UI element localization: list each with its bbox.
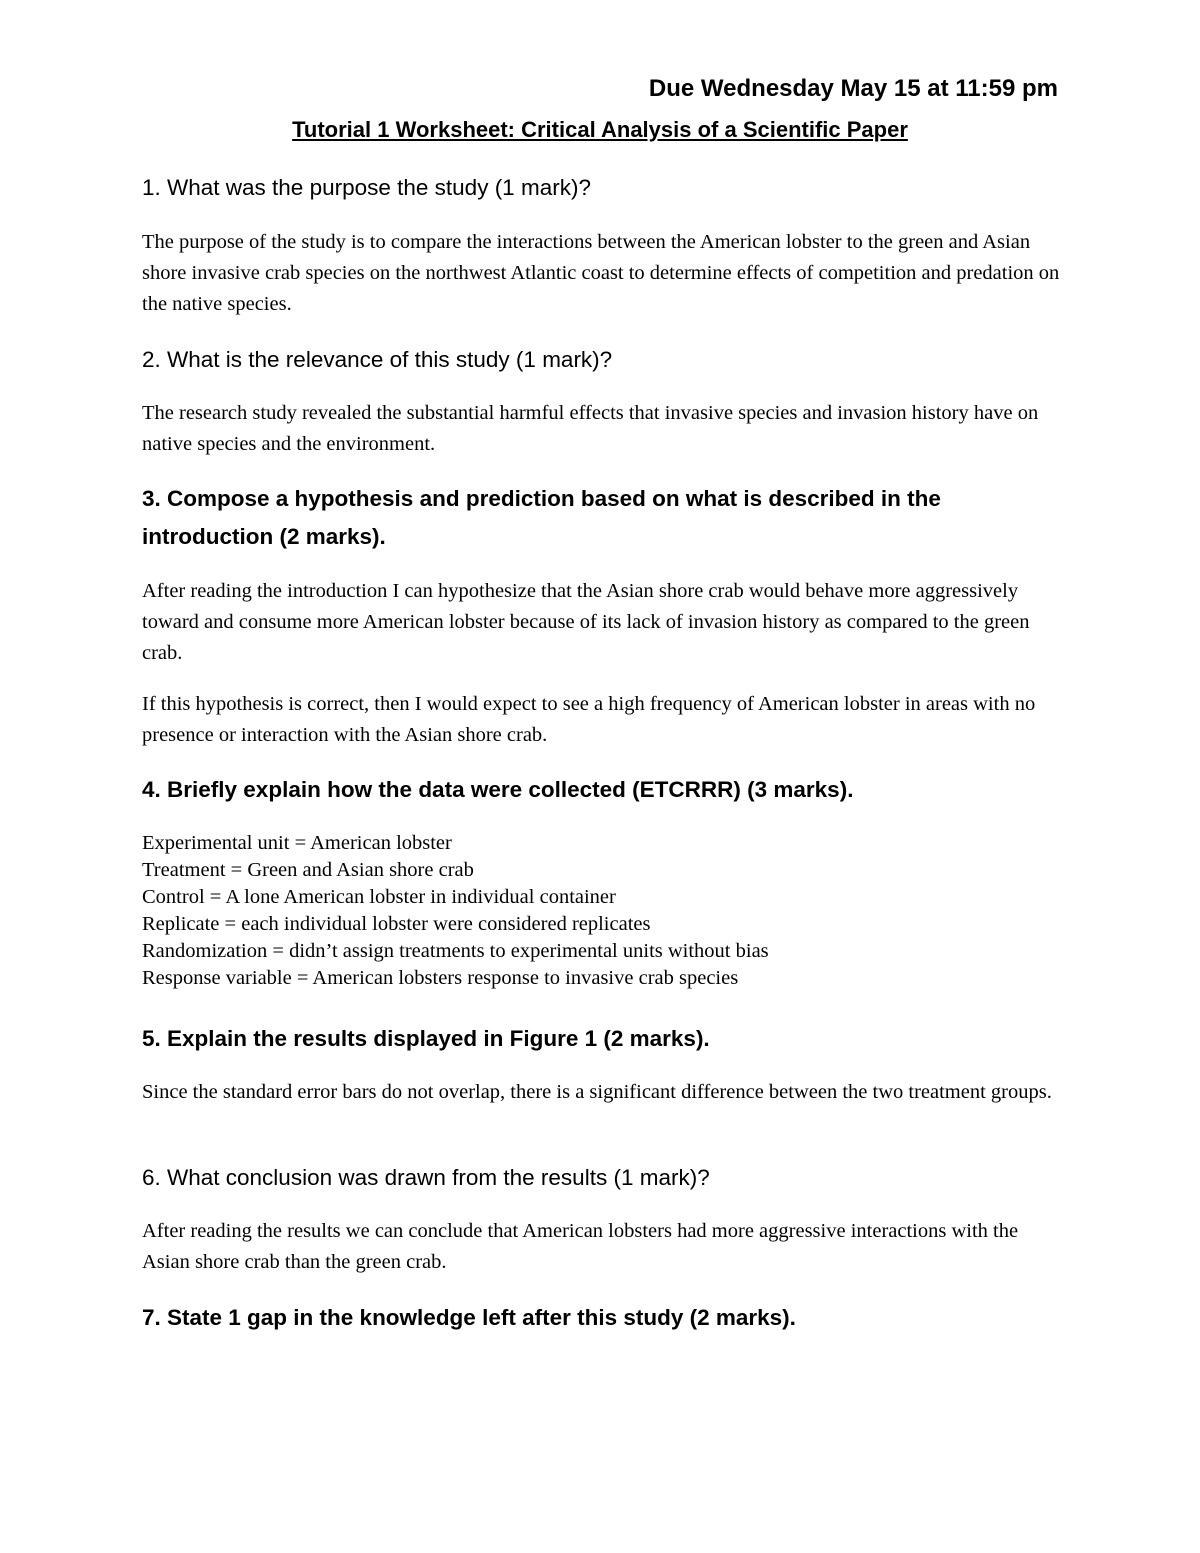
question-6: 6. What conclusion was drawn from the results (1 mark)? xyxy=(142,1165,710,1190)
etcrrr-randomization: Randomization = didn’t assign treatments to experimental units without bias xyxy=(142,940,769,962)
answer-1: The purpose of the study is to compare the interactions between the American lobster to the green and Asian shore invasive crab species on the northwest Atlantic coast to determine effects of competition and predation on the native species. xyxy=(142,231,1060,315)
etcrrr-list xyxy=(142,830,1062,992)
answer-5: Since the standard error bars do not overlap, there is a significant difference between the two treatment groups. xyxy=(142,1081,1052,1103)
etcrrr-treatment: Treatment = Green and Asian shore crab xyxy=(142,859,474,881)
question-3: 3. Compose a hypothesis and prediction based on what is described in the introduction (2 marks). xyxy=(142,486,941,549)
answer-6: After reading the results we can conclude that American lobsters had more aggressive interactions with the Asian shore crab than the green crab. xyxy=(142,1220,1019,1273)
question-2: 2. What is the relevance of this study (1 mark)? xyxy=(142,347,613,372)
etcrrr-experimental-unit: Experimental unit = American lobster xyxy=(142,832,452,854)
due-date: Due Wednesday May 15 at 11:59 pm xyxy=(648,75,1058,102)
etcrrr-replicate: Replicate = each individual lobster were considered replicates xyxy=(142,913,651,935)
worksheet-title: Tutorial 1 Worksheet: Critical Analysis of a Scientific Paper xyxy=(292,117,908,142)
etcrrr-response-variable: Response variable = American lobsters response to invasive crab species xyxy=(142,967,739,989)
answer-3-prediction: If this hypothesis is correct, then I would expect to see a high frequency of American lobster in areas with no presence or interaction with the Asian shore crab. xyxy=(142,693,1036,746)
etcrrr-control: Control = A lone American lobster in individual container xyxy=(142,886,616,908)
answer-2: The research study revealed the substantial harmful effects that invasive species and invasion history have on native species and the environment. xyxy=(142,402,1039,455)
question-7: 7. State 1 gap in the knowledge left after this study (2 marks). xyxy=(142,1305,796,1330)
question-1: 1. What was the purpose the study (1 mark)? xyxy=(142,175,591,200)
answer-3-hypothesis: After reading the introduction I can hypothesize that the Asian shore crab would behave more aggressively toward and consume more American lobster because of its lack of invasion history as compared to the green crab. xyxy=(142,580,1030,664)
question-4: 4. Briefly explain how the data were collected (ETCRRR) (3 marks). xyxy=(142,777,854,802)
question-5: 5. Explain the results displayed in Figure 1 (2 marks). xyxy=(142,1026,710,1051)
